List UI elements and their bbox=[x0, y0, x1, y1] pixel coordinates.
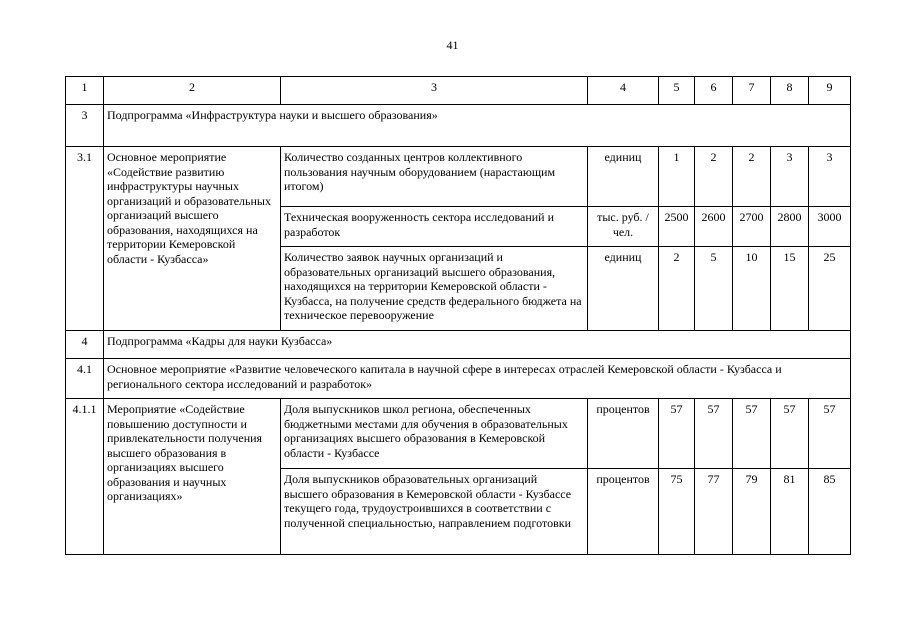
value-cell: 57 bbox=[695, 399, 733, 469]
row-number: 3.1 bbox=[66, 147, 104, 331]
header-cell: 4 bbox=[588, 77, 659, 105]
activity-cell: Мероприятие «Содействие повышению доступности и привлекательности получения высшего образования в организациях высшего образования и научных организациях» bbox=[104, 399, 281, 555]
header-cell: 3 bbox=[281, 77, 588, 105]
value-cell: 10 bbox=[733, 247, 771, 331]
row-number: 4.1.1 bbox=[66, 399, 104, 555]
row-number: 3 bbox=[66, 105, 104, 147]
value-cell: 2700 bbox=[733, 207, 771, 247]
value-cell: 2 bbox=[695, 147, 733, 207]
header-cell: 2 bbox=[104, 77, 281, 105]
value-cell: 1 bbox=[659, 147, 695, 207]
header-cell: 1 bbox=[66, 77, 104, 105]
header-cell: 5 bbox=[659, 77, 695, 105]
main-activity-title: Основное мероприятие «Развитие человеческого капитала в научной сфере в интересах отраслей Кемеровской области - Кузбасса и регионального сектора исследований и разработок» bbox=[104, 359, 851, 399]
unit-cell: тыс. руб. / чел. bbox=[588, 207, 659, 247]
value-cell: 85 bbox=[809, 469, 851, 555]
activity-cell: Основное мероприятие «Содействие развитию инфраструктуры научных организаций и образовательных организаций высшего образования, находящихся на территории Кемеровской области - Кузбасса» bbox=[104, 147, 281, 331]
value-cell: 5 bbox=[695, 247, 733, 331]
indicator-cell: Техническая вооруженность сектора исследований и разработок bbox=[281, 207, 588, 247]
value-cell: 81 bbox=[771, 469, 809, 555]
value-cell: 3 bbox=[771, 147, 809, 207]
unit-cell: процентов bbox=[588, 399, 659, 469]
value-cell: 15 bbox=[771, 247, 809, 331]
value-cell: 2500 bbox=[659, 207, 695, 247]
indicators-table bbox=[65, 76, 851, 555]
unit-cell: единиц bbox=[588, 147, 659, 207]
value-cell: 3 bbox=[809, 147, 851, 207]
value-cell: 57 bbox=[659, 399, 695, 469]
indicator-cell: Количество заявок научных организаций и образовательных организаций высшего образования, находящихся на территории Кемеровской области - Кузбасса, на получение средств федерального бюджета на техническое перевооружение bbox=[281, 247, 588, 331]
value-cell: 57 bbox=[809, 399, 851, 469]
value-cell: 75 bbox=[659, 469, 695, 555]
value-cell: 79 bbox=[733, 469, 771, 555]
indicator-cell: Доля выпускников школ региона, обеспеченных бюджетными местами для обучения в образовательных организациях высшего образования в Кемеровской области - Кузбассе bbox=[281, 399, 588, 469]
subprogram-row bbox=[66, 105, 851, 147]
unit-cell: процентов bbox=[588, 469, 659, 555]
indicator-cell: Доля выпускников образовательных организаций высшего образования в Кемеровской области - Кузбассе текущего года, трудоустроившихся в соответствии с полученной специальностью, направлением подготовки bbox=[281, 469, 588, 555]
table-row bbox=[66, 147, 851, 207]
header-cell: 9 bbox=[809, 77, 851, 105]
value-cell: 2 bbox=[733, 147, 771, 207]
value-cell: 2800 bbox=[771, 207, 809, 247]
header-cell: 6 bbox=[695, 77, 733, 105]
row-number: 4 bbox=[66, 331, 104, 359]
main-activity-row bbox=[66, 359, 851, 399]
value-cell: 25 bbox=[809, 247, 851, 331]
value-cell: 2 bbox=[659, 247, 695, 331]
value-cell: 3000 bbox=[809, 207, 851, 247]
value-cell: 57 bbox=[771, 399, 809, 469]
subprogram-title: Подпрограмма «Инфраструктура науки и высшего образования» bbox=[104, 105, 851, 147]
unit-cell: единиц bbox=[588, 247, 659, 331]
header-row bbox=[66, 77, 851, 105]
header-cell: 7 bbox=[733, 77, 771, 105]
value-cell: 57 bbox=[733, 399, 771, 469]
page-number: 41 bbox=[446, 38, 459, 52]
value-cell: 2600 bbox=[695, 207, 733, 247]
table-row bbox=[66, 399, 851, 469]
header-cell: 8 bbox=[771, 77, 809, 105]
value-cell: 77 bbox=[695, 469, 733, 555]
row-number: 4.1 bbox=[66, 359, 104, 399]
indicator-cell: Количество созданных центров коллективного пользования научным оборудованием (нарастающим итогом) bbox=[281, 147, 588, 207]
subprogram-title: Подпрограмма «Кадры для науки Кузбасса» bbox=[104, 331, 851, 359]
subprogram-row bbox=[66, 331, 851, 359]
